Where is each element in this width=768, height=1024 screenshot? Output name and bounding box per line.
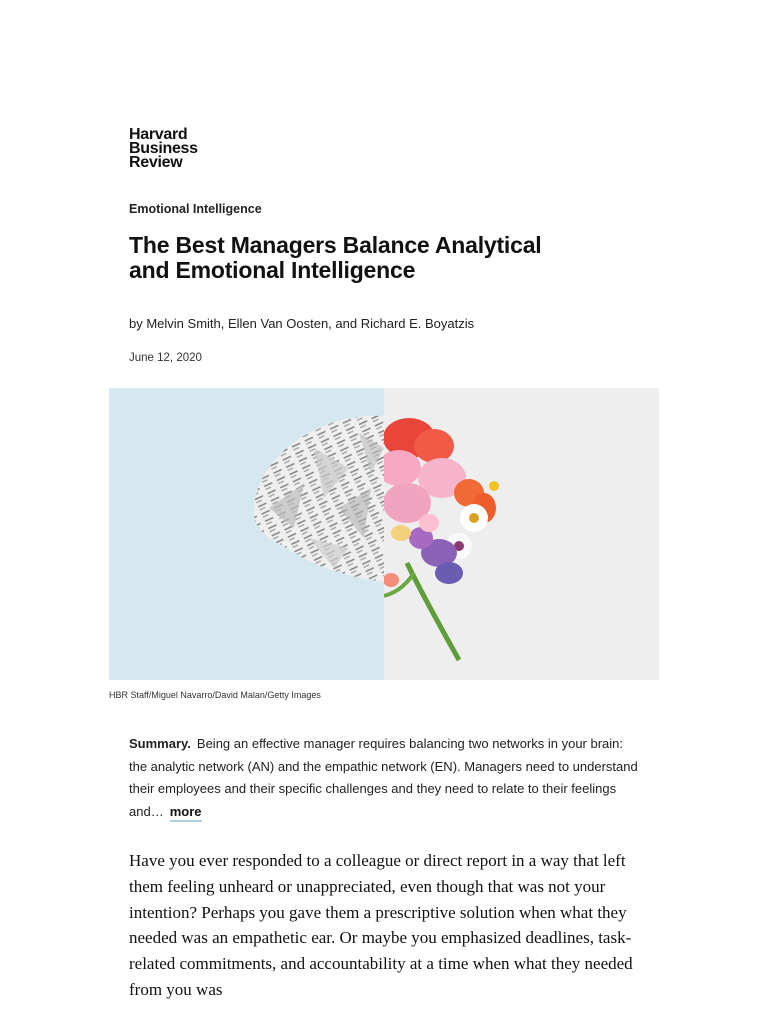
article-summary	[129, 733, 639, 823]
logo-line-1: Harvard	[129, 126, 188, 143]
image-credit: HBR Staff/Miguel Navarro/David Malan/Getty Images	[109, 690, 321, 700]
summary-text: Being an effective manager requires balancing two networks in your brain: the analytic network (AN) and the empathic network (EN). Managers need to understand their employees and their specific challenges and they need to relate to their feelings and…	[129, 736, 638, 819]
topic-link[interactable]: Emotional Intelligence	[129, 202, 262, 216]
hero-illustration	[109, 388, 659, 680]
article-date: June 12, 2020	[129, 352, 202, 364]
logo-line-2: Business	[129, 140, 198, 157]
article-title: The Best Managers Balance Analytical and Emotional Intelligence	[129, 232, 542, 283]
article-body-paragraph: Have you ever responded to a colleague or direct report in a way that left them feeling unheard or unappreciated, even though that was not your intention? Perhaps you gave them a prescriptive solution when what they needed was an empathetic ear. Or maybe you emphasized deadlines, task-related commitments, and accountability at a time when what they needed from you was	[129, 851, 633, 999]
article-byline: by Melvin Smith, Ellen Van Oosten, and Richard E. Boyatzis	[129, 316, 475, 331]
hbr-logo[interactable]	[129, 128, 198, 170]
hero-image	[109, 388, 659, 680]
logo-line-3: Review	[129, 154, 183, 171]
summary-label: Summary.	[129, 736, 191, 751]
more-link[interactable]: more	[170, 804, 202, 822]
